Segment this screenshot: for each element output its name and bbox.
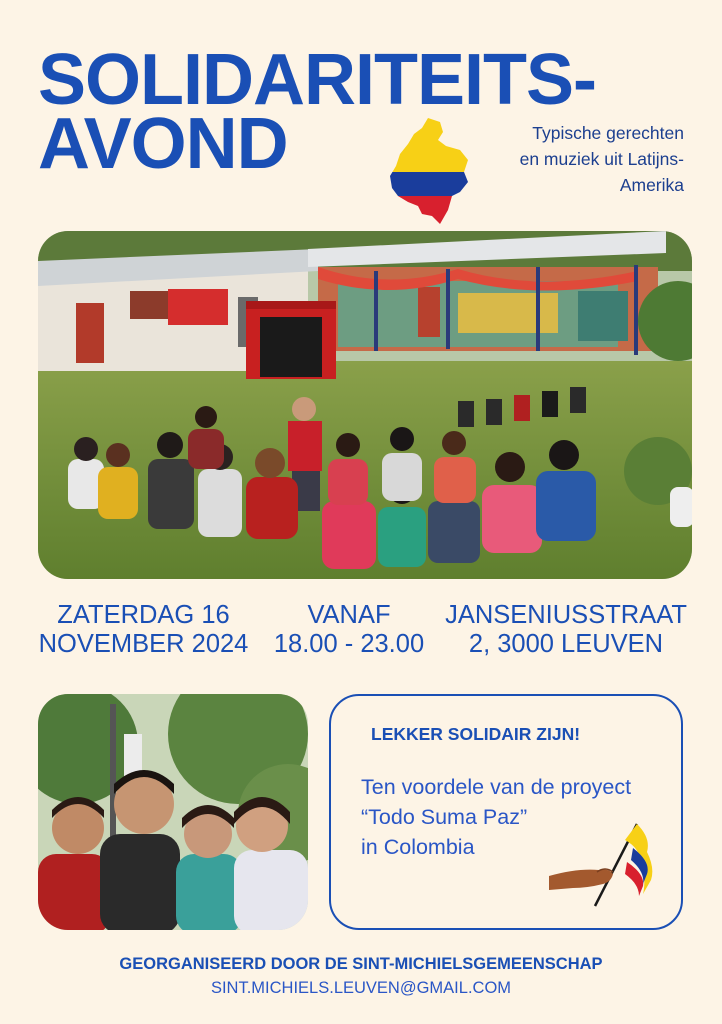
contact-email[interactable]: SINT.MICHIELS.LEUVEN@GMAIL.COM — [210, 979, 512, 997]
location-line-1: JANSENIUSSTRAAT — [445, 601, 687, 629]
organizer: GEORGANISEERD DOOR DE SINT-MICHIELSGEMEENSCHAP — [119, 955, 603, 973]
gathering-photo — [38, 231, 692, 579]
date-line-2: NOVEMBER 2024 — [38, 630, 249, 658]
subtitle-line-1: Typische gerechten — [532, 123, 684, 143]
subtitle-line-2: en muziek uit Latijns- — [519, 149, 684, 169]
date-line-1: ZATERDAG 16 — [57, 601, 230, 629]
subtitle-line-3: Amerika — [619, 175, 684, 195]
box-line-3: in Colombia — [361, 835, 475, 859]
subtitle — [474, 120, 684, 198]
time-line-2: 18.00 - 23.00 — [273, 630, 425, 658]
event-time — [272, 601, 426, 659]
colombia-map-icon — [388, 116, 470, 226]
box-line-1: Ten voordele van de proyect — [361, 775, 632, 799]
children-photo — [38, 694, 308, 930]
hand-with-flag-icon — [547, 816, 663, 912]
event-location — [442, 601, 690, 659]
event-date — [36, 601, 251, 659]
box-heading: LEKKER SOLIDAIR ZIJN! — [371, 724, 581, 744]
box-line-2: “Todo Suma Paz” — [361, 805, 528, 829]
title-line-1: SOLIDARITEITS- — [38, 40, 596, 120]
time-line-1: VANAF — [307, 601, 391, 629]
location-line-2: 2, 3000 LEUVEN — [468, 630, 664, 658]
solidarity-box — [329, 694, 683, 930]
title-line-2: AVOND — [38, 104, 288, 184]
